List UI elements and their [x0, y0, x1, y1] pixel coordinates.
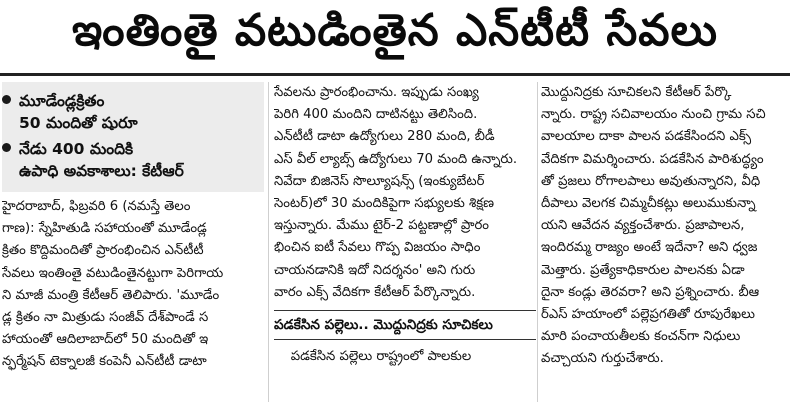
text-line: మొద్దునిద్రకు సూచికలని కేటీఆర్ పేర్కొ [541, 85, 732, 100]
text-line: గాణ): స్నేహితుడి సహాయంతో మూడేండ్ల [2, 221, 207, 237]
column-1 [2, 82, 264, 374]
text-line: భించిన ఐటీ సేవలు గొప్ప విజయం సాధిం [274, 240, 481, 256]
text-line: వేదికగా విమర్శించారు. పడకేసిన పారిశుద్ధ్యం [541, 151, 764, 167]
text-line: ఇస్తున్నారు. మేము టైర్-2 పట్టణాల్లో ప్రారం [274, 218, 489, 234]
text-line: మెత్తారు. ప్రత్యేకాధికారుల పాలనకు ఏడా [541, 262, 745, 278]
text-line: ఎస్‌ వీల్ ల్యాబ్స్ ఉద్యోగులు 70 మంది ఉన్నారు. [274, 151, 518, 167]
column-3 [541, 82, 787, 371]
text-line: ర్‌ఎస్ హయాంలో పల్లెప్రగతితో రూపురేఖలు [541, 307, 755, 323]
text-line: వాలయాల దాకా పాలన పడకేసిందని ఎక్స్ [541, 129, 752, 145]
headline-rule [0, 73, 790, 76]
text-line: ని మాజీ మంత్రి కేటీఆర్ తెలిపారు. 'మూడేం [2, 287, 220, 303]
text-line: హాయంతో ఆదిలాబాద్‌లో 50 మందితో ఇ [2, 332, 209, 348]
text-line: సేవలు ఇంతింతై వటుడింతైనట్టుగా పెరిగాయ [2, 265, 224, 281]
text-line: సెంటర్)లో 30 మందికిపైగా సభ్యులకు శిక్షణ [274, 196, 494, 212]
text-line: ఎన్‌టీటీ డాటా ఉద్యోగులు 280 మంది, బీడీ [274, 129, 495, 145]
text-line: సేవలను ప్రారంభించాను. ఇప్పుడు సంఖ్య [274, 85, 479, 100]
highlight-item-2: నేడు 400 మందికి [2, 138, 133, 160]
text-line: క్రితం కొద్దిమందితో ప్రారంభించిన ఎన్‌టీటీ [2, 243, 204, 259]
bullet-icon [2, 143, 11, 152]
text-line: న్ఫర్మేషన్ టెక్నాలజీ కంపెనీ ఎన్‌టీటీ డాటా [2, 354, 207, 370]
text-line: వచ్చాయని గుర్తుచేశారు. [541, 351, 664, 367]
text-line: పెరిగి 400 మందిని దాటినట్టు తెలిసింది. [274, 107, 478, 123]
highlight-box [2, 82, 264, 192]
text-line: వారం ఎక్స్ వేదికగా కేటీఆర్ పేర్కొన్నారు. [274, 284, 476, 300]
text-line: దీపాలు వెలగక చిమ్మచీకట్లు అలుముకున్నా [541, 196, 756, 212]
column-divider [537, 82, 538, 402]
text-line: ఇందిరమ్మ రాజ్యం అంటే ఇదేనా? అని ధ్వజ [541, 240, 758, 256]
highlight-item-2-cont: ఉపాధి అవకాశాలు: కేటీఆర్ [19, 162, 184, 180]
text-line: చాయనడానికి ఇదో నిదర్శనం' అని గురు [274, 262, 476, 278]
text-line: మారి పంచాయతీలకు కంచన్‌గా నిధులు [541, 329, 741, 345]
text-line: దైనా కండ్లు తెరవరా? అని ప్రశ్నించారు. బీఆ [541, 284, 760, 300]
subheading: పడకేసిన పల్లెలు.. మొద్దునిద్రకు సూచికలు [274, 310, 536, 340]
text-line: న్నారు. రాష్ట్ర సచివాలయం నుంచి గ్రామ సచి [541, 107, 766, 123]
text-line: నివేదా బిజినెస్ సొల్యూషన్స్ (ఇంక్యుబేటర్ [274, 173, 485, 189]
text-line: యని ఆవేదన వ్యక్తంచేశారు. ప్రజాపాలన, [541, 218, 745, 234]
highlight-item-1-cont: 50 మందితో షురూ [19, 114, 138, 132]
bullet-icon [2, 95, 11, 104]
column-divider [268, 82, 269, 402]
column-1-text [2, 196, 264, 374]
headline: ఇంతింతై వటుడింతైన ఎన్‌టీటీ సేవలు [71, 5, 719, 56]
text-line: తో ప్రజలు రోగాలపాలు అవుతున్నారని, వీధి [541, 173, 761, 189]
highlight-item-1: మూడేండ్లక్రితం [2, 90, 104, 112]
column-2 [274, 82, 536, 368]
text-line: డ్ల క్రితం నా మిత్రుడు సంజీవ్ దేశ్‌పాండే స [2, 310, 209, 326]
text-line: పడకేసిన పల్లెలు రాష్ట్రంలో పాలకుల [274, 349, 472, 365]
text-line: హైదరాబాద్, ఫిబ్రవరి 6 (నమస్తే తెలం [2, 199, 191, 214]
